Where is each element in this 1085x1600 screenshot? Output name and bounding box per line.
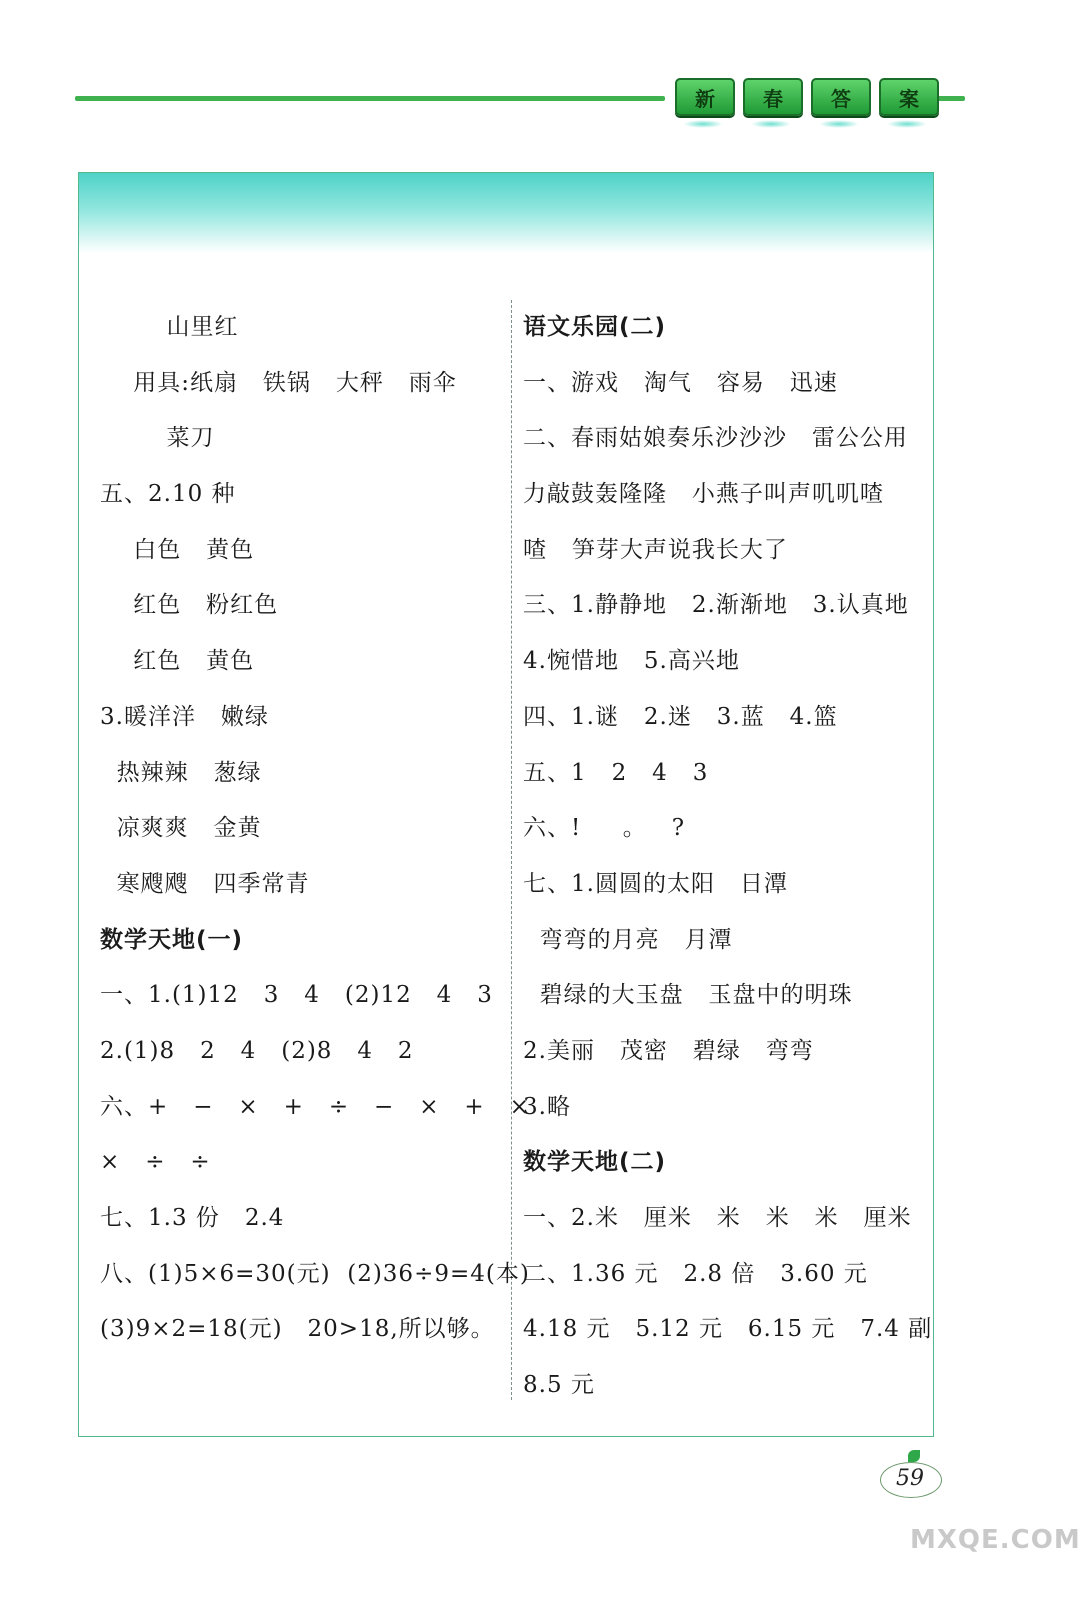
answer-line: 四、1.谜 2.迷 3.蓝 4.篮 bbox=[523, 703, 838, 730]
answer-line: 碧绿的大玉盘 玉盘中的明珠 bbox=[523, 982, 853, 1009]
answer-line: 热辣辣 葱绿 bbox=[100, 759, 262, 786]
answer-line: 寒飕飕 四季常青 bbox=[100, 870, 310, 897]
section-heading: 数学天地(一) bbox=[100, 926, 244, 953]
answer-line: 一、游戏 淘气 容易 迅速 bbox=[523, 369, 838, 396]
page-number: 59 bbox=[896, 1466, 924, 1491]
badge-2: 春 bbox=[743, 78, 803, 116]
answer-line: 二、春雨姑娘奏乐沙沙沙 雷公公用 bbox=[523, 425, 908, 452]
header-badges bbox=[675, 78, 945, 128]
badge-shadow bbox=[819, 120, 859, 128]
answer-line: 8.5 元 bbox=[523, 1372, 595, 1399]
answer-line: × ÷ ÷ bbox=[100, 1149, 211, 1176]
answer-line: 一、2.米 厘米 米 米 米 厘米 bbox=[523, 1205, 912, 1231]
badge-shadow bbox=[887, 120, 927, 128]
answer-line: 2.(1)8 2 4 (2)8 4 2 bbox=[100, 1037, 414, 1064]
answer-line: 二、1.36 元 2.8 倍 3.60 元 bbox=[523, 1260, 868, 1287]
answer-line: 4.18 元 5.12 元 6.15 元 7.4 副 bbox=[523, 1316, 933, 1343]
answer-line: 一、1.(1)12 3 4 (2)12 4 3 bbox=[100, 982, 493, 1009]
answer-line: 红色 粉红色 bbox=[100, 592, 279, 619]
left-column bbox=[100, 300, 530, 1358]
answer-line: 用具:纸扇 铁锅 大秤 雨伞 bbox=[100, 369, 457, 396]
answer-line: 3.暖洋洋 嫩绿 bbox=[100, 703, 269, 730]
badge-3: 答 bbox=[811, 78, 871, 116]
frame-header-band bbox=[79, 173, 933, 253]
badge-shadow bbox=[751, 120, 791, 128]
leaf-icon bbox=[908, 1450, 920, 1462]
answer-line: 4.惋惜地 5.高兴地 bbox=[523, 648, 740, 675]
answer-line: 喳 笋芽大声说我长大了 bbox=[523, 536, 788, 563]
answer-line: 菜刀 bbox=[100, 425, 215, 452]
section-heading: 语文乐园(二) bbox=[523, 314, 667, 340]
column-divider bbox=[511, 300, 512, 1400]
right-column bbox=[523, 300, 933, 1414]
header-rule bbox=[75, 96, 665, 101]
answer-line: 七、1.3 份 2.4 bbox=[100, 1205, 285, 1231]
answer-line: 红色 黄色 bbox=[100, 648, 255, 675]
answer-line: 力敲鼓轰隆隆 小燕子叫声叽叽喳 bbox=[523, 481, 884, 508]
answer-line: 五、2.10 种 bbox=[100, 481, 236, 508]
answer-line: 山里红 bbox=[100, 314, 239, 340]
answer-line: 三、1.静静地 2.渐渐地 3.认真地 bbox=[523, 592, 909, 619]
answer-line: 2.美丽 茂密 碧绿 弯弯 bbox=[523, 1037, 814, 1064]
badge-1: 新 bbox=[675, 78, 735, 116]
answer-line: 八、(1)5×6=30(元) (2)36÷9=4(本) bbox=[100, 1260, 530, 1287]
answer-line: 六、! 。 ? bbox=[523, 815, 686, 842]
answer-line: 白色 黄色 bbox=[100, 536, 255, 563]
badge-4: 案 bbox=[879, 78, 939, 116]
answer-line: 五、1 2 4 3 bbox=[523, 759, 709, 786]
answer-line: (3)9×2=18(元) 20>18,所以够。 bbox=[100, 1316, 495, 1343]
answer-line: 凉爽爽 金黄 bbox=[100, 815, 262, 842]
watermark: MXQE.COM bbox=[910, 1525, 1081, 1555]
answer-line: 3.略 bbox=[523, 1093, 571, 1120]
answer-line: 七、1.圆圆的太阳 日潭 bbox=[523, 870, 788, 897]
answer-line: 六、+ − × + ÷ − × + × bbox=[100, 1093, 530, 1120]
answer-line: 弯弯的月亮 月潭 bbox=[523, 926, 733, 953]
section-heading: 数学天地(二) bbox=[523, 1149, 667, 1176]
badge-shadow bbox=[683, 120, 723, 128]
